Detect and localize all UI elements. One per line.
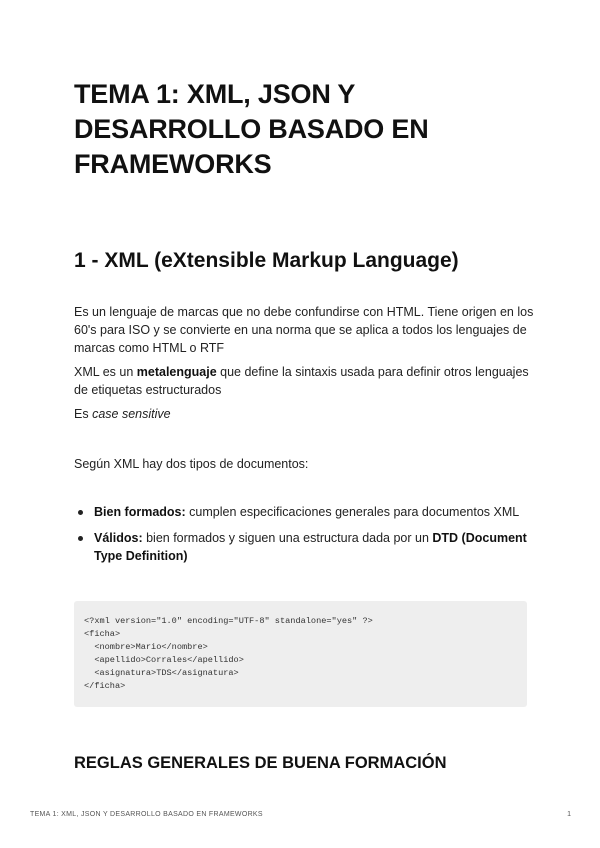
list-item-bold-label: Bien formados: <box>94 505 186 519</box>
list-item-bold-label: Válidos: <box>94 531 143 545</box>
list-item-text: cumplen especificaciones generales para documentos XML <box>185 505 520 519</box>
document-types-paragraph: Según XML hay dos tipos de documentos: <box>74 457 309 471</box>
xml-code-block: <?xml version="1.0" encoding="UTF-8" standalone="yes" ?> <ficha> <nombre>Mario</nombre> <apellido>Corrales</apellido> <asignatura>TDS</asignatura> </ficha> <box>74 601 527 707</box>
section-heading: 1 - XML (eXtensible Markup Language) <box>74 249 459 272</box>
list-item-text: bien formados y siguen una estructura dada por un <box>142 531 433 545</box>
subsection-heading: REGLAS GENERALES DE BUENA FORMACIÓN <box>74 754 447 772</box>
metalanguage-text-start: XML es un <box>74 365 137 379</box>
case-sensitive-text-start: Es <box>74 407 93 421</box>
list-item-valid <box>74 529 529 565</box>
bullet-dot-icon <box>78 536 83 541</box>
metalanguage-paragraph <box>74 363 534 399</box>
bullet-dot-icon <box>78 510 83 515</box>
case-sensitive-italic-term: case sensitive <box>92 407 171 421</box>
footer-page-number: 1 <box>567 811 571 818</box>
document-types-list <box>74 503 529 573</box>
metalanguage-bold-term: metalenguaje <box>136 365 217 379</box>
list-item-well-formed <box>74 503 529 521</box>
intro-paragraph: Es un lenguaje de marcas que no debe confundirse con HTML. Tiene origen en los 60's para ISO y se convierte en una norma que se aplica a todos los lenguajes de marcas como HTML o RTF <box>74 305 534 355</box>
case-sensitive-paragraph <box>74 405 171 423</box>
metalanguage-text-end: que define la sintaxis usada para definir otros lenguajes de etiquetas estructurados <box>74 365 529 397</box>
document-title: TEMA 1: XML, JSON Y DESARROLLO BASADO EN FRAMEWORKS <box>74 79 429 179</box>
list-item-bold-term: DTD (Document Type Definition) <box>94 531 527 563</box>
footer-running-title: TEMA 1: XML, JSON Y DESARROLLO BASADO EN FRAMEWORKS <box>30 811 263 818</box>
